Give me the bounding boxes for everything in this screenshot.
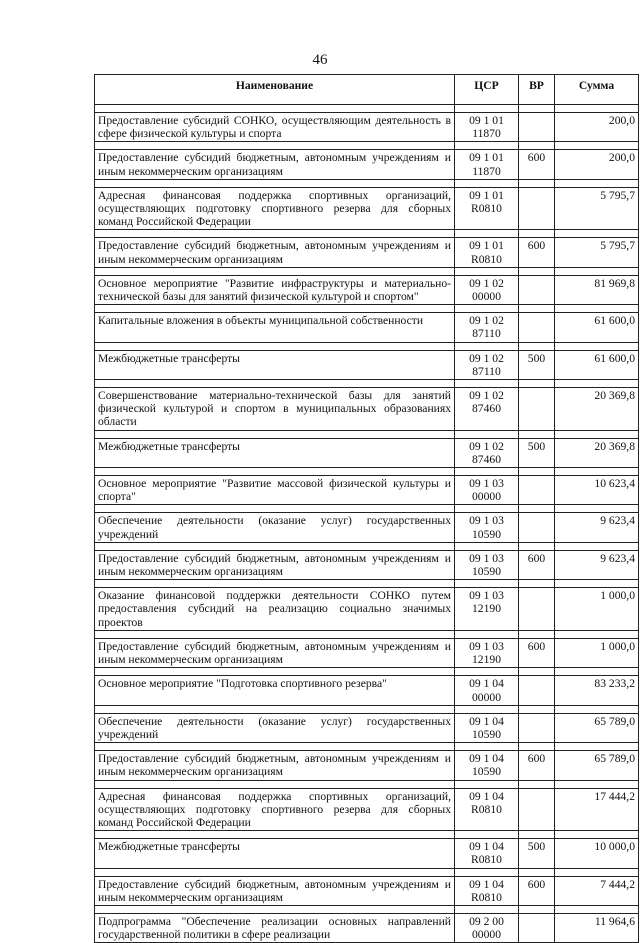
row-vr: 600 <box>519 638 555 667</box>
row-spacer <box>95 142 639 150</box>
row-spacer <box>95 179 639 187</box>
table-row <box>95 275 639 304</box>
table-row <box>95 113 639 142</box>
row-sum: 1 000,0 <box>555 638 639 667</box>
header-sum: Сумма <box>555 75 639 105</box>
row-sum: 200,0 <box>555 150 639 179</box>
row-vr <box>519 313 555 342</box>
row-spacer <box>95 630 639 638</box>
table-row <box>95 876 639 905</box>
row-sum: 1 000,0 <box>555 588 639 631</box>
row-vr: 500 <box>519 438 555 467</box>
row-name: Предоставление субсидий бюджетным, автономным учреждениям и иным некоммерческим организациям <box>95 150 455 179</box>
row-name: Обеспечение деятельности (оказание услуг) государственных учреждений <box>95 513 455 542</box>
row-sum: 10 000,0 <box>555 839 639 868</box>
row-spacer <box>95 430 639 438</box>
row-vr: 600 <box>519 876 555 905</box>
row-name: Совершенствование материально-технической базы для занятий физической культурой и спортом в муниципальных образованиях области <box>95 388 455 431</box>
row-csr: 09 1 02 87110 <box>455 313 519 342</box>
row-vr <box>519 713 555 742</box>
table-row <box>95 788 639 831</box>
row-csr: 09 1 03 00000 <box>455 476 519 505</box>
row-vr <box>519 187 555 230</box>
row-name: Адресная финансовая поддержка спортивных организаций, осуществляющих подготовку спортивного резерва для сборных команд Российской Федерации <box>95 187 455 230</box>
table-row <box>95 751 639 780</box>
row-vr <box>519 913 555 942</box>
row-csr: 09 1 04 R0810 <box>455 876 519 905</box>
row-sum: 7 444,2 <box>555 876 639 905</box>
table-row <box>95 676 639 705</box>
row-vr: 600 <box>519 150 555 179</box>
row-sum: 65 789,0 <box>555 713 639 742</box>
row-vr <box>519 113 555 142</box>
row-vr: 500 <box>519 839 555 868</box>
row-csr: 09 1 02 87110 <box>455 350 519 379</box>
row-vr <box>519 676 555 705</box>
table-row <box>95 388 639 431</box>
header-csr: ЦСР <box>455 75 519 105</box>
row-vr: 600 <box>519 751 555 780</box>
table-row <box>95 313 639 342</box>
row-sum: 5 795,7 <box>555 238 639 267</box>
table-row <box>95 638 639 667</box>
page-number: 46 <box>312 52 328 68</box>
row-spacer <box>95 743 639 751</box>
row-csr: 09 1 02 87460 <box>455 438 519 467</box>
row-vr <box>519 788 555 831</box>
row-spacer <box>95 505 639 513</box>
row-name: Подпрограмма "Обеспечение реализации основных направлений государственной политики в сфере реализации <box>95 913 455 942</box>
row-spacer <box>95 580 639 588</box>
row-csr: 09 1 01 11870 <box>455 150 519 179</box>
row-spacer <box>95 305 639 313</box>
row-csr: 09 1 04 10590 <box>455 713 519 742</box>
row-sum: 5 795,7 <box>555 187 639 230</box>
row-csr: 09 2 00 00000 <box>455 913 519 942</box>
row-spacer <box>95 542 639 550</box>
row-name: Предоставление субсидий бюджетным, автономным учреждениям и иным некоммерческим организациям <box>95 550 455 579</box>
table-row <box>95 839 639 868</box>
table-row <box>95 350 639 379</box>
row-spacer <box>95 868 639 876</box>
row-spacer <box>95 267 639 275</box>
row-vr: 500 <box>519 350 555 379</box>
row-vr: 600 <box>519 238 555 267</box>
row-sum: 11 964,6 <box>555 913 639 942</box>
row-spacer <box>95 668 639 676</box>
row-spacer <box>95 380 639 388</box>
budget-table <box>94 74 639 943</box>
row-sum: 10 623,4 <box>555 476 639 505</box>
row-spacer <box>95 705 639 713</box>
table-row <box>95 713 639 742</box>
row-spacer <box>95 905 639 913</box>
row-name: Предоставление субсидий бюджетным, автономным учреждениям и иным некоммерческим организациям <box>95 751 455 780</box>
row-vr <box>519 588 555 631</box>
row-vr <box>519 388 555 431</box>
row-name: Межбюджетные трансферты <box>95 350 455 379</box>
row-name: Адресная финансовая поддержка спортивных организаций, осуществляющих подготовку спортивного резерва для сборных команд Российской Федерации <box>95 788 455 831</box>
row-spacer <box>95 780 639 788</box>
row-sum: 200,0 <box>555 113 639 142</box>
row-name: Предоставление субсидий бюджетным, автономным учреждениям и иным некоммерческим организациям <box>95 876 455 905</box>
row-name: Предоставление субсидий СОНКО, осуществляющим деятельность в сфере физической культуры и спорта <box>95 113 455 142</box>
row-sum: 65 789,0 <box>555 751 639 780</box>
row-sum: 61 600,0 <box>555 313 639 342</box>
row-sum: 9 623,4 <box>555 550 639 579</box>
row-spacer <box>95 342 639 350</box>
row-sum: 20 369,8 <box>555 438 639 467</box>
row-csr: 09 1 03 12190 <box>455 588 519 631</box>
table-row <box>95 187 639 230</box>
row-csr: 09 1 02 00000 <box>455 275 519 304</box>
row-name: Обеспечение деятельности (оказание услуг) государственных учреждений <box>95 713 455 742</box>
row-csr: 09 1 01 R0810 <box>455 187 519 230</box>
row-vr <box>519 476 555 505</box>
row-name: Предоставление субсидий бюджетным, автономным учреждениям и иным некоммерческим организациям <box>95 238 455 267</box>
row-csr: 09 1 03 10590 <box>455 513 519 542</box>
row-csr: 09 1 03 10590 <box>455 550 519 579</box>
row-name: Капитальные вложения в объекты муниципальной собственности <box>95 313 455 342</box>
row-csr: 09 1 03 12190 <box>455 638 519 667</box>
row-csr: 09 1 04 R0810 <box>455 839 519 868</box>
row-vr <box>519 275 555 304</box>
row-spacer <box>95 105 639 113</box>
row-sum: 61 600,0 <box>555 350 639 379</box>
row-spacer <box>95 831 639 839</box>
row-name: Основное мероприятие "Развитие инфраструктуры и материально-технической базы для занятий физической культурой и спортом" <box>95 275 455 304</box>
row-name: Межбюджетные трансферты <box>95 438 455 467</box>
row-name: Межбюджетные трансферты <box>95 839 455 868</box>
row-csr: 09 1 04 00000 <box>455 676 519 705</box>
table-body <box>95 105 639 943</box>
row-csr: 09 1 01 R0810 <box>455 238 519 267</box>
row-sum: 17 444,2 <box>555 788 639 831</box>
row-name: Предоставление субсидий бюджетным, автономным учреждениям и иным некоммерческим организациям <box>95 638 455 667</box>
row-csr: 09 1 02 87460 <box>455 388 519 431</box>
row-name: Оказание финансовой поддержки деятельности СОНКО путем предоставления субсидий на реализацию социально значимых проектов <box>95 588 455 631</box>
row-sum: 20 369,8 <box>555 388 639 431</box>
row-sum: 9 623,4 <box>555 513 639 542</box>
row-csr: 09 1 04 10590 <box>455 751 519 780</box>
header-name: Наименование <box>95 75 455 105</box>
row-name: Основное мероприятие "Развитие массовой физической культуры и спорта" <box>95 476 455 505</box>
row-name: Основное мероприятие "Подготовка спортивного резерва" <box>95 676 455 705</box>
table-row <box>95 438 639 467</box>
row-spacer <box>95 230 639 238</box>
row-vr <box>519 513 555 542</box>
table-row <box>95 588 639 631</box>
table-row <box>95 550 639 579</box>
row-csr: 09 1 01 11870 <box>455 113 519 142</box>
table-row <box>95 513 639 542</box>
row-spacer <box>95 468 639 476</box>
row-sum: 81 969,8 <box>555 275 639 304</box>
row-vr: 600 <box>519 550 555 579</box>
table-header-row <box>95 75 639 105</box>
table-row <box>95 476 639 505</box>
header-vr: ВР <box>519 75 555 105</box>
row-csr: 09 1 04 R0810 <box>455 788 519 831</box>
table-row <box>95 913 639 942</box>
table-row <box>95 150 639 179</box>
table-row <box>95 238 639 267</box>
row-sum: 83 233,2 <box>555 676 639 705</box>
